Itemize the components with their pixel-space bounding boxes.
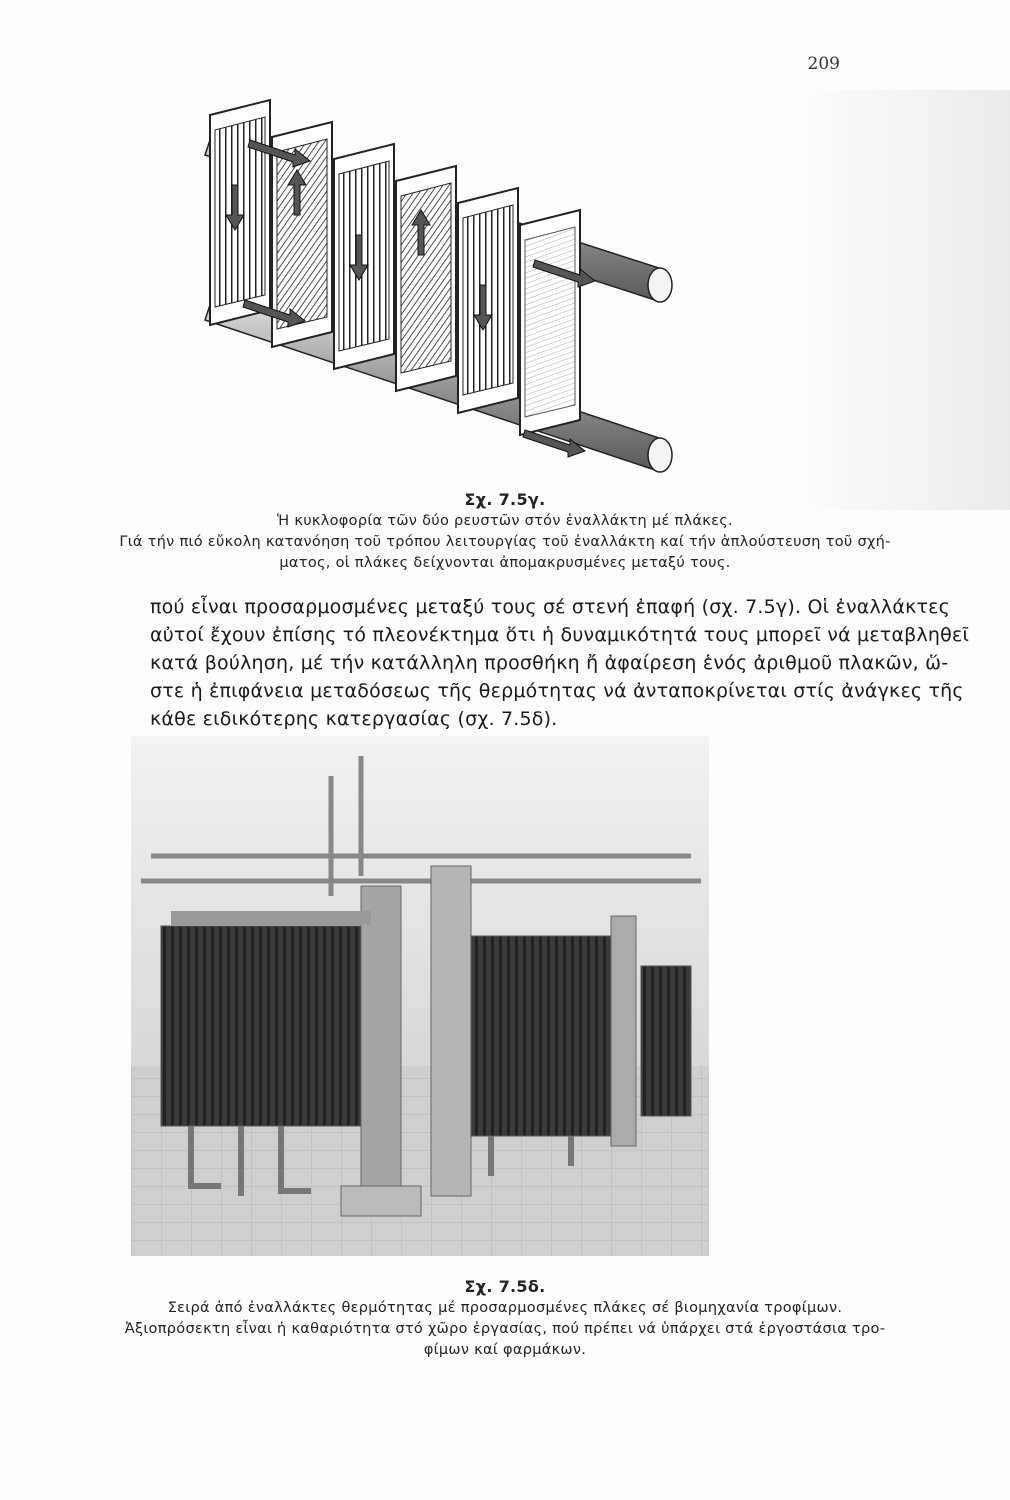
plate-heat-exchanger-diagram xyxy=(195,85,695,485)
text-line: κατά βούληση, μέ τήν κατάλληλη προσθήκη ἤ ἀφαίρεση ἑνός ἀριθμοῦ πλακῶν, ὥ- xyxy=(150,652,949,674)
figure-7-5g-caption xyxy=(0,489,1010,574)
caption-line: Ἀξιοπρόσεκτη εἶναι ἡ καθαριότητα στό χῶρο ἐργασίας, πού πρέπει νά ὑπάρχει στά ἐργοστάσια τρο- xyxy=(124,1321,886,1337)
figure-label: Σχ. 7.5δ. xyxy=(464,1277,546,1296)
text-line: πού εἶναι προσαρμοσμένες μεταξύ τους σέ στενή ἐπαφή (σχ. 7.5γ). Οἱ ἐναλλάκτες xyxy=(150,596,950,618)
text-line: κάθε ειδικότερης κατεργασίας (σχ. 7.5δ). xyxy=(150,708,558,730)
factory-photo xyxy=(131,736,709,1256)
caption-line: Ἡ κυκλοφορία τῶν δύο ρευστῶν στόν ἐναλλάκτη μέ πλάκες. xyxy=(277,513,733,529)
text-line: αὐτοί ἔχουν ἐπίσης τό πλεονέκτημα ὅτι ἡ δυναμικότητά τους μπορεῖ νά μεταβληθεῖ xyxy=(150,624,970,646)
body-paragraph xyxy=(150,593,970,733)
page-number: 209 xyxy=(807,54,840,74)
caption-line: Γιά τήν πιό εὔκολη κατανόηση τοῦ τρόπου λειτουργίας τοῦ ἐναλλάκτη καί τήν ἁπλούστευση τοῦ σχή- xyxy=(119,534,891,550)
text-line: στε ἡ ἐπιφάνεια μεταδόσεως τῆς θερμότητας νά ἀνταποκρίνεται στίς ἀνάγκες τῆς xyxy=(150,680,964,702)
figure-7-5d-caption xyxy=(0,1276,1010,1361)
figure-label: Σχ. 7.5γ. xyxy=(464,490,546,509)
caption-line: φίμων καί φαρμάκων. xyxy=(423,1342,587,1358)
caption-line: ματος, οἱ πλάκες δείχνονται ἀπομακρυσμένες μεταξύ τους. xyxy=(279,555,731,571)
caption-line: Σειρά ἀπό ἐναλλάκτες θερμότητας μέ προσαρμοσμένες πλάκες σέ βιομηχανία τροφίμων. xyxy=(167,1300,843,1316)
scan-shadow xyxy=(800,90,1010,510)
